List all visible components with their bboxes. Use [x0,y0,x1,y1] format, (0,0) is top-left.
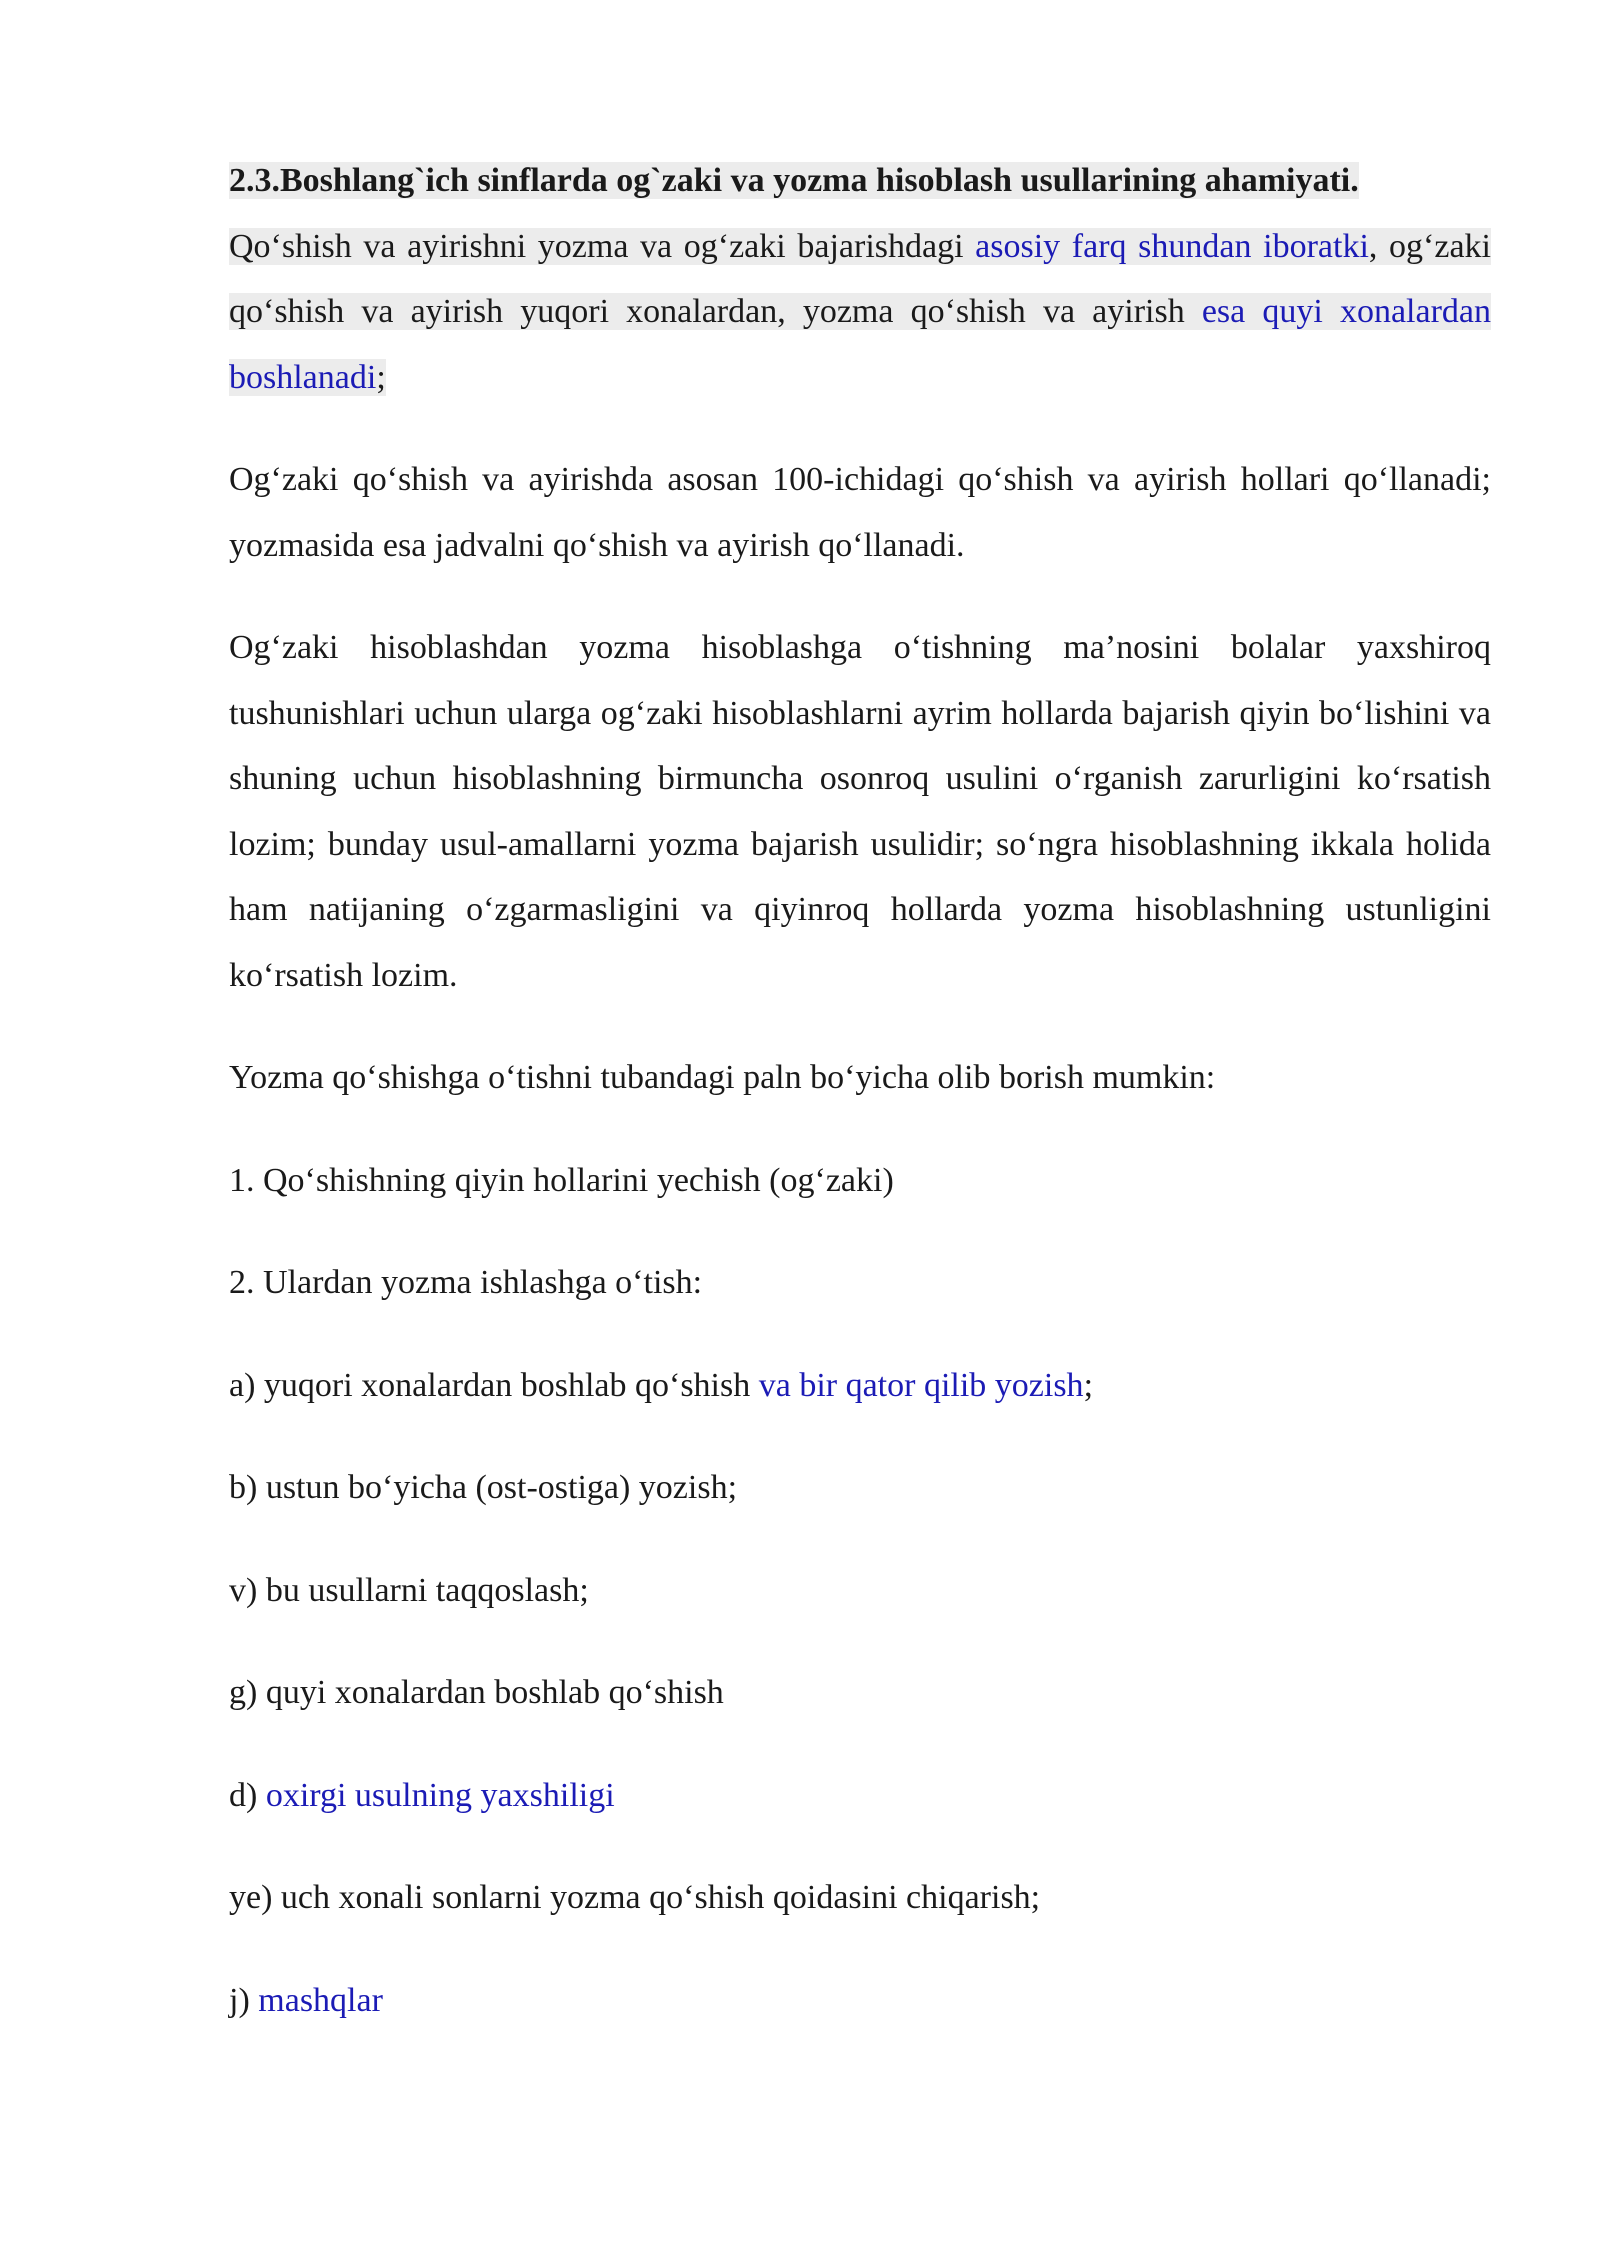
list-item-highlight: mashqlar [258,1981,383,2019]
list-item-highlight: oxirgi usulning yaxshiligi [265,1776,615,1814]
list-item: ye) uch xonali sonlarni yozma qo‘shish qoidasini chiqarish; [229,1879,1041,1916]
section-heading: 2.3.Boshlang`ich sinflarda og`zaki va yozma hisoblash usullarining ahamiyati. [229,162,1359,199]
list-item: g) quyi xonalardan boshlab qo‘shish [229,1674,724,1711]
list-item-text: j) [229,1981,259,2019]
list-item-text: a) yuqori xonalardan boshlab qo‘shish [229,1366,759,1404]
list-item [229,1353,1491,1419]
intro-highlight: esa quyi xonalardan boshlanadi [229,293,1492,396]
paragraph: Yozma qo‘shishga o‘tishni tubandagi paln bo‘yicha olib borish mumkin: [229,1059,1216,1096]
paragraph: Og‘zaki qo‘shish va ayirishda asosan 100-ichidagi qo‘shish va ayirish hollari qo‘llanadi; yozmasida esa jadvalni qo‘shish va ayirish qo‘llanadi. [229,461,1491,564]
intro-highlight: asosiy farq shundan iboratki [975,227,1369,265]
document-body [229,148,1491,2033]
intro-text: Qo‘shish va ayirishni yozma va og‘zaki bajarishdagi [229,227,976,265]
list-item: 2. Ulardan yozma ishlashga o‘tish: [229,1264,703,1301]
list-item: 1. Qo‘shishning qiyin hollarini yechish (og‘zaki) [229,1161,894,1199]
list-item-highlight: va bir qator qilib yozish [758,1366,1084,1404]
list-item: v) bu usullarni taqqoslash; [229,1571,589,1609]
list-item [229,1968,1491,2034]
list-item [229,1763,1491,1829]
paragraph: Og‘zaki hisoblashdan yozma hisoblashga o‘tishning ma’nosini bolalar yaxshiroq tushunishlari uchun ularga og‘zaki hisoblashlarni ayrim hollarda bajarish qiyin bo‘lishini va shuning uchun hisoblashning birmuncha osonroq usulini o‘rganish zarurligini ko‘rsatish lozim; bunday usul-amallarni yozma bajarish usulidir; so‘ngra hisoblashning ikkala holida ham natijaning o‘zgarmasligini va qiyinroq hollarda yozma hisoblashning ustunligini ko‘rsatish lozim. [229,629,1491,994]
intro-text: ; [376,358,386,396]
intro-text: , og‘zaki qo‘shish va ayirish yuqori xonalardan, yozma qo‘shish va ayirish [229,227,1491,330]
list-item-text: ; [1083,1366,1094,1404]
list-item: b) ustun bo‘yicha (ost-ostiga) yozish; [229,1469,738,1506]
list-item-text: d) [229,1776,266,1814]
intro-block [229,148,1491,410]
